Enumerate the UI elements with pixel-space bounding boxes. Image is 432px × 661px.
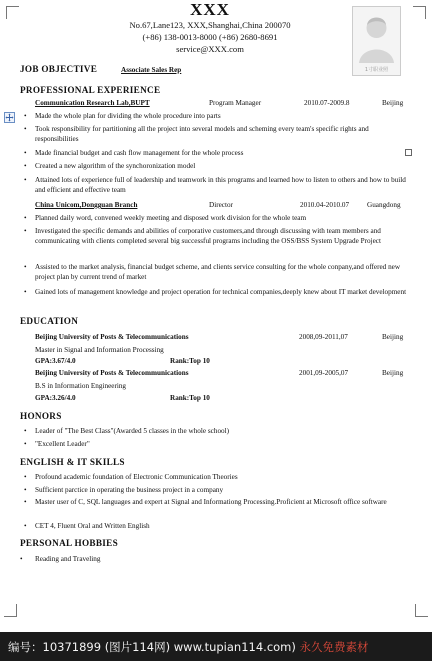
list-item: • Made financial budget and cash flow management for the whole process (24, 149, 244, 157)
list-item: • Profound academic foundation of Electronic Communication Theories (24, 473, 238, 481)
list-item: • Planned daily word, convened weekly meeting and disposed work division for the whole team (24, 214, 307, 222)
page-corner-mark (6, 6, 19, 19)
list-item: • Took responsibility for partitioning all the project into several models and scheming every team's specific rights and responsibilities (24, 125, 369, 144)
address: No.67,Lane123, XXX,Shanghai,China 200070 (129, 20, 291, 30)
objective-value: Associate Sales Rep (121, 66, 182, 74)
job-city: Guangdong (367, 201, 401, 209)
hobbies-heading: PERSONAL HOBBIES (20, 538, 118, 548)
skills-heading: ENGLISH & IT SKILLS (20, 457, 125, 467)
list-item: • Gained lots of management knowledge and project operation for technical companies,deeply knew about IT market development (24, 288, 407, 296)
job-dates: 2010.04-2010.07 (300, 201, 350, 209)
edu-rank: Rank:Top 10 (170, 357, 210, 365)
page-corner-mark (413, 6, 426, 19)
list-item: • Sufficient parctice in operating the business project in a company (24, 486, 224, 494)
phone-numbers: (+86) 138-0013-8000 (+86) 2680-8691 (142, 32, 278, 42)
edu-dates: 2001,09-2005,07 (299, 369, 349, 377)
edu-degree: B.S in Information Engineering (35, 382, 127, 390)
edu-school: Beijing University of Posts & Telecommunications (35, 333, 189, 341)
job-role: Director (209, 201, 233, 209)
edu-school: Beijing University of Posts & Telecommunications (35, 369, 189, 377)
edu-city: Beijing (382, 333, 404, 341)
edu-gpa: GPA:3.67/4.0 (35, 357, 76, 365)
edu-dates: 2008,09-2011,07 (299, 333, 348, 341)
move-handle-icon[interactable] (4, 112, 15, 123)
list-item: • Investigated the specific demands and abilities of corporative customers,and through discussing with team members and communicating with clients completed several big successful programs including the OSS/BSS System Upgrade Project (24, 227, 381, 246)
photo-caption: 1寸职业照 (364, 67, 389, 73)
person-silhouette-icon (353, 7, 400, 65)
list-item: • Reading and Traveling (20, 555, 101, 563)
list-item: • Attained lots of experience full of leadership and teamwork in this programs and learned how to listen to others and how to build and efficient and effective team (24, 176, 406, 195)
edu-city: Beijing (382, 369, 404, 377)
list-item: • CET 4, Fluent Oral and Written English (24, 522, 150, 530)
email: service@XXX.com (176, 44, 244, 54)
job-city: Beijing (382, 99, 404, 107)
honors-heading: HONORS (20, 411, 62, 421)
watermark-text (8, 639, 369, 655)
edu-degree: Master in Signal and Information Processing (35, 346, 164, 354)
edu-gpa: GPA:3.26/4.0 (35, 394, 76, 402)
list-item: • Assisted to the market analysis, financial budget scheme, and clients service consulting for the whole conpany,and offered new project plan by current trend of market (24, 263, 401, 282)
education-heading: EDUCATION (20, 316, 79, 326)
objective-heading: JOB OBJECTIVE (20, 64, 98, 74)
page-corner-mark (415, 604, 428, 617)
watermark-id: 编号：10371899 (图片114网) www.tupian114.com) (8, 640, 296, 654)
edu-rank: Rank:Top 10 (170, 394, 210, 402)
list-item: • Master user of C, SQL languages and expert at Signal and Informationg Processing.Proficient at Microsoft office software (24, 498, 387, 506)
experience-heading: PROFESSIONAL EXPERIENCE (20, 85, 161, 95)
photo-placeholder (352, 6, 401, 76)
job-dates: 2010.07-2009.8 (304, 99, 350, 107)
page-corner-mark (4, 604, 17, 617)
list-item: • Made the whole plan for dividing the whole procedure into parts (24, 112, 221, 120)
candidate-name: XXX (190, 0, 230, 19)
watermark-tagline: 永久免费素材 (299, 640, 369, 654)
job-company: Communication Research Lab,BUPT (35, 99, 150, 107)
watermark-bar (0, 632, 432, 661)
list-item: • "Excellent Leader" (24, 440, 90, 448)
job-role: Program Manager (209, 99, 262, 107)
job-company: China Unicom,Dongguan Branch (35, 201, 138, 209)
list-item: • Leader of "The Best Class"(Awarded 5 classes in the whole school) (24, 427, 230, 435)
list-item: • Created a new algorithm of the synchoronization model (24, 162, 196, 170)
